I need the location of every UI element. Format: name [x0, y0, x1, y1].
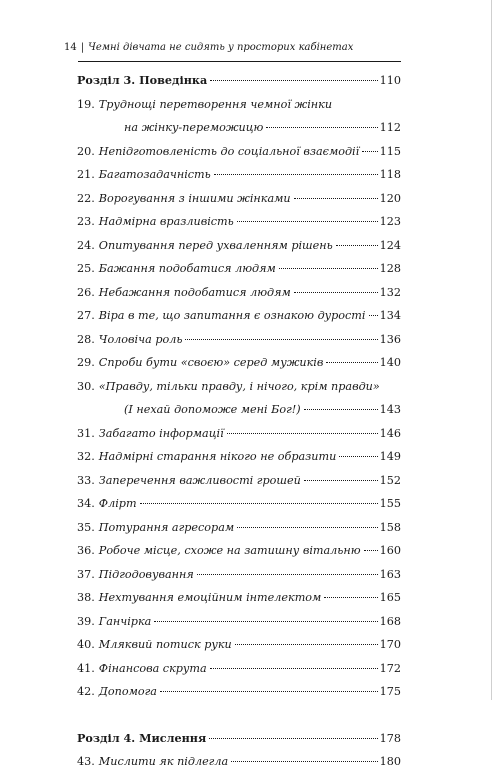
leader-dots: [210, 668, 378, 669]
toc-entry[interactable]: [77, 140, 401, 164]
toc-entry[interactable]: [77, 281, 401, 305]
entry-number: 29.: [77, 356, 95, 369]
entry-number: 38.: [77, 591, 95, 604]
toc-entry[interactable]: [77, 750, 401, 774]
entry-title: Потурання агресорам: [98, 520, 235, 534]
leader-dots: [339, 456, 377, 457]
section-gap: [77, 704, 401, 727]
toc-entry[interactable]: [77, 657, 401, 681]
table-of-contents: [77, 69, 401, 774]
entry-page: 128: [379, 262, 401, 275]
entry-page: 155: [379, 497, 401, 510]
entry-number: 35.: [77, 520, 95, 534]
section-page: 110: [379, 74, 401, 87]
entry-number: 25.: [77, 262, 95, 275]
leader-dots: [266, 127, 377, 128]
entry-number: 30.: [77, 379, 95, 393]
leader-dots: [324, 597, 377, 598]
entry-title: Забагато інформації: [98, 426, 224, 440]
entry-title: Нехтування емоційним інтелектом: [98, 591, 322, 604]
header-separator: |: [80, 42, 85, 53]
section-title: Розділ 4. Мислення: [77, 730, 207, 745]
leader-dots: [140, 503, 378, 504]
toc-section-4[interactable]: [77, 727, 401, 751]
leader-dots: [160, 691, 378, 692]
entry-number: 36.: [77, 544, 95, 557]
toc-entry[interactable]: [77, 586, 401, 610]
entry-page: 115: [379, 144, 401, 158]
toc-entry[interactable]: [77, 516, 401, 540]
toc-entry[interactable]: [77, 304, 401, 328]
toc-entry[interactable]: [77, 375, 401, 399]
entry-page: 140: [379, 356, 401, 369]
leader-dots: [210, 80, 377, 81]
entry-title: Флірт: [98, 497, 137, 510]
toc-entry[interactable]: [77, 445, 401, 469]
entry-page: 168: [379, 614, 401, 628]
toc-section-3[interactable]: [77, 69, 401, 93]
entry-page: 170: [379, 638, 401, 651]
leader-dots: [369, 315, 378, 316]
toc-entry-continuation[interactable]: [77, 398, 401, 422]
entry-page: 120: [379, 191, 401, 205]
entry-number: 28.: [77, 332, 95, 346]
entry-title: Фінансова скрута: [98, 661, 207, 675]
leader-dots: [304, 480, 378, 481]
toc-entry-continuation[interactable]: [77, 116, 401, 140]
entry-title-continued: (І нехай допоможе мені Бог!): [124, 403, 301, 416]
toc-entry[interactable]: [77, 93, 401, 117]
entry-page: 123: [379, 215, 401, 228]
entry-number: 22.: [77, 191, 95, 205]
toc-entry[interactable]: [77, 163, 401, 187]
entry-number: 24.: [77, 238, 95, 252]
entry-number: 37.: [77, 567, 95, 581]
header-book-title: Чемні дівчата не сидять у просторих кабінетах: [88, 42, 354, 53]
entry-title: Опитування перед ухваленням рішень: [98, 238, 333, 252]
leader-dots: [154, 621, 377, 622]
entry-number: 39.: [77, 614, 95, 628]
entry-page: 134: [379, 309, 401, 322]
entry-page: 165: [379, 591, 401, 604]
entry-page: 160: [379, 544, 401, 557]
entry-number: 33.: [77, 473, 95, 487]
entry-number: 27.: [77, 309, 95, 322]
toc-entry[interactable]: [77, 422, 401, 446]
header-rule: [78, 61, 401, 62]
toc-entry[interactable]: [77, 257, 401, 281]
leader-dots: [294, 198, 378, 199]
toc-entries-section-3: [77, 93, 401, 704]
leader-dots: [362, 151, 377, 152]
entry-page: 163: [379, 567, 401, 581]
entry-title: Ганчірка: [98, 614, 152, 628]
toc-entry[interactable]: [77, 610, 401, 634]
toc-entries-section-4: [77, 750, 401, 774]
entry-title: Заперечення важливості грошей: [98, 473, 301, 487]
entry-title: Мляквий потиск руки: [98, 638, 232, 651]
entry-page: 149: [379, 450, 401, 463]
leader-dots: [214, 174, 378, 175]
entry-page: 112: [379, 121, 401, 134]
toc-entry[interactable]: [77, 563, 401, 587]
entry-title: Допомога: [98, 685, 157, 698]
entry-number: 40.: [77, 638, 95, 651]
leader-dots: [185, 339, 377, 340]
toc-entry[interactable]: [77, 328, 401, 352]
leader-dots: [237, 527, 378, 528]
entry-title: Ворогування з іншими жінками: [98, 191, 291, 205]
toc-entry[interactable]: [77, 539, 401, 563]
entry-number: 21.: [77, 168, 95, 181]
entry-title-continued: на жінку-переможицю: [124, 121, 264, 134]
entry-title: Труднощі перетворення чемної жінки: [98, 97, 333, 111]
section-title: Розділ 3. Поведінка: [77, 73, 208, 87]
entry-page: 136: [379, 332, 401, 346]
entry-number: 32.: [77, 450, 95, 463]
toc-entry[interactable]: [77, 187, 401, 211]
running-header: [64, 42, 353, 54]
entry-number: 41.: [77, 661, 95, 675]
leader-dots: [231, 761, 378, 762]
entry-number: 26.: [77, 285, 95, 299]
entry-number: 42.: [77, 685, 95, 698]
entry-title: Багатозадачність: [98, 168, 211, 181]
entry-number: 23.: [77, 215, 95, 228]
leader-dots: [326, 362, 377, 363]
entry-number: 34.: [77, 497, 95, 510]
entry-title: «Правду, тільки правду, і нічого, крім правди»: [98, 379, 380, 393]
leader-dots: [336, 245, 378, 246]
entry-title: Непідготовленість до соціальної взаємодії: [98, 144, 360, 158]
entry-page: 180: [379, 755, 401, 768]
entry-page: 158: [379, 520, 401, 534]
leader-dots: [227, 433, 378, 434]
entry-title: Небажання подобатися людям: [98, 285, 291, 299]
section-page: 178: [379, 731, 401, 745]
entry-page: 172: [379, 661, 401, 675]
entry-title: Робоче місце, схоже на затишну вітальню: [98, 544, 361, 557]
leader-dots: [197, 574, 378, 575]
entry-title: Підгодовування: [98, 567, 194, 581]
leader-dots: [364, 550, 378, 551]
entry-number: 20.: [77, 144, 95, 158]
header-page-number: 14: [64, 42, 77, 53]
entry-page: 152: [379, 473, 401, 487]
entry-title: Бажання подобатися людям: [98, 262, 276, 275]
toc-entry[interactable]: [77, 351, 401, 375]
toc-entry[interactable]: [77, 633, 401, 657]
leader-dots: [237, 221, 378, 222]
entry-title: Надмірні старання нікого не образити: [98, 450, 337, 463]
leader-dots: [304, 409, 378, 410]
entry-page: 175: [379, 685, 401, 698]
entry-title: Надмірна вразливість: [98, 215, 234, 228]
toc-entry[interactable]: [77, 492, 401, 516]
toc-entry[interactable]: [77, 210, 401, 234]
entry-number: 19.: [77, 97, 95, 111]
entry-number: 31.: [77, 426, 95, 440]
leader-dots: [209, 738, 377, 739]
toc-entry[interactable]: [77, 234, 401, 258]
entry-page: 118: [379, 168, 401, 181]
entry-title: Мислити як підлегла: [98, 755, 229, 768]
entry-page: 132: [379, 285, 401, 299]
toc-entry[interactable]: [77, 469, 401, 493]
entry-title: Віра в те, що запитання є ознакою дурості: [98, 309, 366, 322]
entry-number: 43.: [77, 755, 95, 768]
entry-page: 124: [379, 238, 401, 252]
entry-page: 143: [379, 403, 401, 416]
leader-dots: [294, 292, 378, 293]
entry-page: 146: [379, 426, 401, 440]
entry-title: Чоловіча роль: [98, 332, 183, 346]
leader-dots: [279, 268, 378, 269]
leader-dots: [235, 644, 378, 645]
entry-title: Спроби бути «своєю» серед мужиків: [98, 356, 324, 369]
